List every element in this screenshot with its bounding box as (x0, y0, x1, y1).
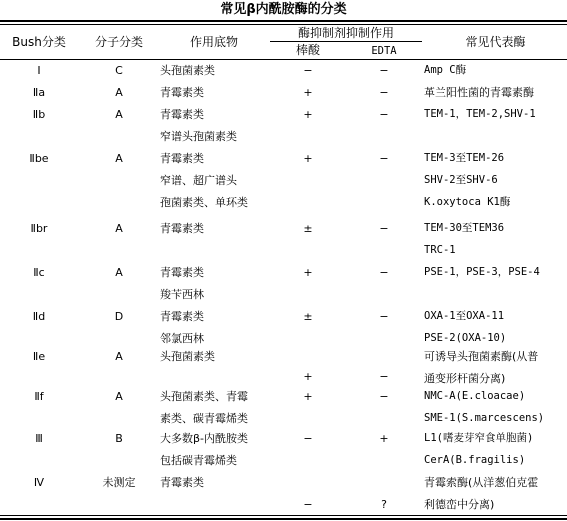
enzyme-line: 通变形杆菌分离) (424, 372, 506, 385)
substrate-line: 大多数β-内酰胺类 (160, 432, 248, 445)
bush-class: Ⅱe (32, 350, 46, 363)
enzyme-line: Amp C酶 (424, 64, 467, 76)
molecular-class: 未测定 (102, 476, 136, 489)
header-bush: Bush分类 (12, 35, 66, 49)
substrate-line: 窄谱、超广谱头 (160, 174, 237, 187)
enzyme-line: PSE-1，PSE-3，PSE-4 (424, 266, 540, 278)
molecular-class: A (115, 152, 123, 165)
substrate-line: 青霉素类 (160, 108, 204, 121)
enzyme-line: SHV-2至SHV-6 (424, 174, 498, 186)
header-rule (0, 59, 567, 60)
enzyme-line: PSE-2(OXA-10) (424, 332, 507, 344)
bush-class: Ⅱbe (29, 152, 49, 165)
edta-effect: − (379, 266, 389, 279)
substrate-line: 孢菌素类、单环类 (160, 196, 248, 209)
enzyme-line: 可诱导头孢菌素酶(从普 (424, 350, 539, 363)
substrate-line: 头孢菌素类、青霉 (160, 390, 248, 403)
enzyme-line: NMC-A(E.cloacae) (424, 390, 526, 402)
substrate-line: 青霉素类 (160, 222, 204, 235)
edta-effect: − (379, 390, 389, 403)
enzyme-line: L1(嗜麦芽窄食单胞菌) (424, 432, 534, 444)
substrate-line: 素类、碳青霉烯类 (160, 412, 248, 425)
enzyme-line: CerA(B.fragilis) (424, 454, 526, 466)
bush-class: Ⅱc (33, 266, 45, 279)
clavulanate-effect: − (303, 498, 313, 511)
top-rule (0, 20, 567, 22)
header-substrate: 作用底物 (189, 35, 238, 49)
header-clavulanate: 棒酸 (295, 43, 320, 57)
enzyme-line: TEM-30至TEM36 (424, 222, 505, 234)
clavulanate-effect: − (303, 64, 313, 77)
bush-class: Ⅱb (32, 108, 46, 121)
enzyme-line: 革兰阳性菌的青霉素酶 (424, 86, 534, 99)
edta-effect: − (379, 152, 389, 165)
substrate-line: 青霉素类 (160, 152, 204, 165)
molecular-class: A (115, 390, 123, 403)
substrate-line: 青霉素类 (160, 266, 204, 279)
bush-class: Ⅱa (32, 86, 46, 99)
top-rule-inner (0, 24, 567, 25)
bottom-rule (0, 515, 567, 516)
clavulanate-effect: + (303, 370, 313, 383)
molecular-class: A (115, 266, 123, 279)
header-molecular: 分子分类 (94, 35, 143, 49)
clavulanate-effect: + (303, 108, 313, 121)
table-title: 常见β内酰胺酶的分类 (220, 2, 347, 17)
edta-effect: − (379, 310, 389, 323)
enzyme-line: TEM-1，TEM-2,SHV-1 (424, 108, 536, 120)
molecular-class: C (115, 64, 123, 77)
bush-class: Ⅱbr (30, 222, 48, 235)
molecular-class: A (115, 108, 123, 121)
clavulanate-effect: ± (303, 310, 313, 323)
substrate-line: 邻氯西林 (160, 332, 204, 345)
enzyme-line: OXA-1至OXA-11 (424, 310, 505, 322)
edta-effect: ? (381, 498, 387, 511)
substrate-line: 包括碳青霉烯类 (160, 454, 237, 467)
molecular-class: A (115, 350, 123, 363)
enzyme-line: K.oxytoca K1酶 (424, 196, 511, 208)
edta-effect: − (379, 108, 389, 121)
edta-effect: − (379, 222, 389, 235)
bush-class: Ⅲ (35, 432, 43, 445)
edta-effect: − (379, 370, 389, 383)
bush-class: Ⅱd (32, 310, 46, 323)
enzyme-line: TRC-1 (424, 244, 456, 256)
clavulanate-effect: + (303, 152, 313, 165)
substrate-line: 羧苄西林 (160, 288, 204, 301)
substrate-line: 青霉素类 (160, 86, 204, 99)
bush-class: Ⅳ (33, 476, 45, 489)
substrate-line: 青霉素类 (160, 476, 204, 489)
substrate-line: 头孢菌素类 (160, 350, 215, 363)
bush-class: I (37, 64, 41, 77)
molecular-class: B (115, 432, 123, 445)
enzyme-line: SME-1(S.marcescens) (424, 412, 545, 424)
header-inhibitor-group: 酶抑制剂抑制作用 (297, 26, 394, 40)
edta-effect: − (379, 86, 389, 99)
enzyme-line: 青霉索酶(从洋葱伯克霍 (424, 476, 539, 489)
clavulanate-effect: + (303, 390, 313, 403)
molecular-class: A (115, 86, 123, 99)
edta-effect: + (379, 432, 389, 445)
clavulanate-effect: ± (303, 222, 313, 235)
bush-class: Ⅱf (34, 390, 44, 403)
substrate-line: 青霉素类 (160, 310, 204, 323)
substrate-line: 窄谱头孢菌素类 (160, 130, 237, 143)
clavulanate-effect: − (303, 432, 313, 445)
header-edta: EDTA (371, 45, 397, 57)
enzyme-line: 利德峦中分离) (424, 498, 495, 511)
bottom-rule-outer (0, 518, 567, 520)
edta-effect: − (379, 64, 389, 77)
clavulanate-effect: + (303, 266, 313, 279)
enzyme-line: TEM-3至TEM-26 (424, 152, 505, 164)
header-sub-rule (270, 41, 422, 42)
clavulanate-effect: + (303, 86, 313, 99)
substrate-line: 头孢菌素类 (160, 64, 215, 77)
molecular-class: D (114, 310, 124, 323)
header-enzymes: 常见代表酶 (465, 35, 526, 49)
molecular-class: A (115, 222, 123, 235)
